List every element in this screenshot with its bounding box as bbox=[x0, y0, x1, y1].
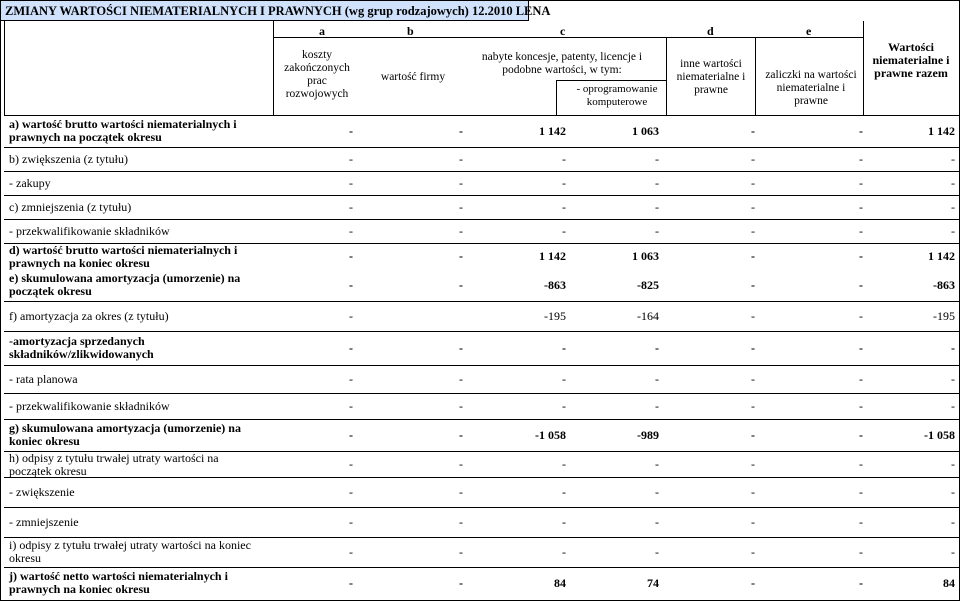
table-cell: - bbox=[951, 399, 955, 413]
table-cell: - bbox=[459, 124, 463, 138]
row-label: i) odpisy z tytułu trwałej utraty wartości na koniec okresu bbox=[9, 538, 251, 565]
table-cell: - bbox=[951, 152, 955, 166]
table-cell: - bbox=[951, 372, 955, 386]
table-cell: - bbox=[349, 457, 353, 471]
table-cell: - bbox=[751, 428, 755, 442]
row-label: d) wartość brutto wartości niematerialnych i prawnych na koniec okresu bbox=[9, 243, 238, 270]
table-cell: - bbox=[349, 399, 353, 413]
table-cell: - bbox=[859, 309, 863, 323]
table-cell: - bbox=[951, 176, 955, 190]
table-cell: - bbox=[349, 124, 353, 138]
table-cell: - bbox=[349, 515, 353, 529]
table-cell: - bbox=[349, 372, 353, 386]
table-cell: 1 142 bbox=[539, 249, 566, 263]
table-cell: - bbox=[459, 249, 463, 263]
table-cell: - bbox=[349, 200, 353, 214]
table-cell: - bbox=[859, 485, 863, 499]
table-cell: 84 bbox=[554, 576, 566, 590]
table-cell: - bbox=[459, 576, 463, 590]
table-cell: - bbox=[349, 224, 353, 238]
row-label: - zwiększenie bbox=[9, 484, 75, 499]
table-cell: - bbox=[655, 515, 659, 529]
row-label: j) wartość netto wartości niematerialnych i prawnych na koniec okresu bbox=[9, 569, 228, 596]
table-cell: - bbox=[349, 278, 353, 292]
table-cell: - bbox=[751, 249, 755, 263]
row-label: g) skumulowana amortyzacja (umorzenie) na koniec okresu bbox=[9, 421, 241, 448]
table-cell: - bbox=[751, 341, 755, 355]
table-cell: - bbox=[859, 576, 863, 590]
table-cell: - bbox=[951, 200, 955, 214]
table-cell: - bbox=[655, 152, 659, 166]
header-inne: inne wartości niematerialne i prawne bbox=[676, 58, 746, 96]
table-cell: - bbox=[459, 224, 463, 238]
table-cell: - bbox=[349, 545, 353, 559]
table-cell: - bbox=[859, 176, 863, 190]
header-oprogramowanie: - oprogramowanie komputerowe bbox=[576, 83, 658, 108]
header-nabyte: nabyte koncesje, patenty, licencje i podobne wartości, w tym: bbox=[481, 51, 643, 76]
table-cell: -195 bbox=[544, 309, 566, 323]
table-cell: - bbox=[655, 399, 659, 413]
table-cell: -1 058 bbox=[924, 428, 955, 442]
table-cell: - bbox=[951, 457, 955, 471]
table-cell: - bbox=[751, 457, 755, 471]
table-cell: - bbox=[562, 485, 566, 499]
table-cell: - bbox=[751, 176, 755, 190]
table-cell: -989 bbox=[637, 428, 659, 442]
table-cell: - bbox=[349, 485, 353, 499]
table-cell: - bbox=[562, 200, 566, 214]
table-cell: - bbox=[562, 372, 566, 386]
table-cell: - bbox=[655, 545, 659, 559]
table-cell: - bbox=[859, 200, 863, 214]
row-label: f) amortyzacja za okres (z tytułu) bbox=[9, 308, 169, 323]
table-cell: - bbox=[459, 399, 463, 413]
row-label: e) skumulowana amortyzacja (umorzenie) na początek okresu bbox=[9, 271, 241, 298]
header-zaliczki: zaliczki na wartości niematerialne i prawne bbox=[765, 69, 857, 107]
table-cell: - bbox=[859, 428, 863, 442]
table-cell: 1 063 bbox=[632, 124, 659, 138]
table-cell: - bbox=[951, 341, 955, 355]
table-cell: - bbox=[655, 176, 659, 190]
table-cell: -1 058 bbox=[535, 428, 566, 442]
row-label: - przekwalifikowanie składników bbox=[9, 398, 170, 413]
table-cell: - bbox=[751, 278, 755, 292]
row-label: - przekwalifikowanie składników bbox=[9, 223, 170, 238]
table-cell: -825 bbox=[637, 278, 659, 292]
table-cell: - bbox=[751, 200, 755, 214]
row-label: -amortyzacja sprzedanych składników/zlikwidowanych bbox=[9, 334, 154, 361]
table-cell: - bbox=[349, 309, 353, 323]
table-cell: - bbox=[349, 152, 353, 166]
table-cell: - bbox=[562, 341, 566, 355]
table-cell: - bbox=[751, 485, 755, 499]
column-letter-a: a bbox=[319, 24, 325, 38]
table-cell: - bbox=[349, 576, 353, 590]
table-cell: -195 bbox=[933, 309, 955, 323]
table-cell: - bbox=[459, 152, 463, 166]
table-cell: - bbox=[349, 249, 353, 263]
table-cell: - bbox=[459, 545, 463, 559]
table-cell: - bbox=[751, 399, 755, 413]
table-cell: - bbox=[349, 176, 353, 190]
table-cell: - bbox=[459, 341, 463, 355]
table-cell: - bbox=[562, 515, 566, 529]
row-label: - rata planowa bbox=[9, 371, 78, 386]
table-cell: - bbox=[859, 152, 863, 166]
table-cell: - bbox=[751, 515, 755, 529]
row-label: c) zmniejszenia (z tytułu) bbox=[9, 199, 132, 214]
table-cell: - bbox=[562, 457, 566, 471]
table-cell: - bbox=[751, 309, 755, 323]
table-cell: - bbox=[751, 576, 755, 590]
table-cell: 1 142 bbox=[928, 249, 955, 263]
table-cell: - bbox=[859, 249, 863, 263]
table-cell: - bbox=[951, 515, 955, 529]
table-cell: - bbox=[459, 457, 463, 471]
row-label: - zmniejszenie bbox=[9, 514, 79, 529]
table-cell: - bbox=[859, 124, 863, 138]
row-label: a) wartość brutto wartości niematerialnych i prawnych na początek okresu bbox=[9, 117, 237, 144]
table-cell: - bbox=[859, 399, 863, 413]
table-cell: - bbox=[459, 372, 463, 386]
column-letter-e: e bbox=[806, 24, 812, 38]
table-cell: - bbox=[751, 545, 755, 559]
table-cell: - bbox=[459, 485, 463, 499]
table-cell: - bbox=[859, 545, 863, 559]
table-cell: - bbox=[459, 428, 463, 442]
table-cell: - bbox=[859, 372, 863, 386]
header-razem: Wartości niematerialne i prawne razem bbox=[872, 40, 950, 80]
table-cell: - bbox=[859, 457, 863, 471]
table-cell: - bbox=[951, 545, 955, 559]
table-cell: - bbox=[751, 224, 755, 238]
table-cell: - bbox=[655, 457, 659, 471]
table-cell: - bbox=[349, 428, 353, 442]
table-cell: - bbox=[562, 224, 566, 238]
table-cell: 1 142 bbox=[928, 124, 955, 138]
table-cell: - bbox=[655, 200, 659, 214]
table-cell: - bbox=[751, 124, 755, 138]
table-cell: 1 142 bbox=[539, 124, 566, 138]
table-cell: - bbox=[562, 545, 566, 559]
row-label: h) odpisy z tytułu trwałej utraty wartości na początek okresu bbox=[9, 451, 219, 478]
table-cell: - bbox=[655, 224, 659, 238]
table-cell: - bbox=[459, 200, 463, 214]
table-title: ZMIANY WARTOŚCI NIEMATERIALNYCH I PRAWNYCH (wg grup rodzajowych) 12.2010 LENA bbox=[1, 1, 529, 21]
table-cell: - bbox=[459, 515, 463, 529]
table-cell: 74 bbox=[647, 576, 659, 590]
table-cell: - bbox=[655, 341, 659, 355]
table-cell: -164 bbox=[637, 309, 659, 323]
header-wartosc-firmy: wartość firmy bbox=[380, 71, 446, 83]
row-label: - zakupy bbox=[9, 175, 51, 190]
table-cell: - bbox=[859, 515, 863, 529]
table-cell: - bbox=[562, 152, 566, 166]
table-cell: - bbox=[951, 224, 955, 238]
table-cell: - bbox=[655, 372, 659, 386]
table-cell: - bbox=[751, 372, 755, 386]
table-cell: - bbox=[951, 485, 955, 499]
table-cell: - bbox=[859, 278, 863, 292]
column-letter-c: c bbox=[560, 24, 566, 38]
table-cell: - bbox=[859, 224, 863, 238]
table-cell: - bbox=[562, 399, 566, 413]
table-cell: - bbox=[562, 176, 566, 190]
table-cell: 1 063 bbox=[632, 249, 659, 263]
table-cell: - bbox=[349, 341, 353, 355]
table-cell: - bbox=[459, 278, 463, 292]
table-cell: - bbox=[655, 485, 659, 499]
column-letter-d: d bbox=[707, 24, 714, 38]
table-cell: -863 bbox=[544, 278, 566, 292]
row-label: b) zwiększenia (z tytułu) bbox=[9, 151, 128, 166]
table-cell: 84 bbox=[943, 576, 955, 590]
column-letter-b: b bbox=[407, 24, 414, 38]
table-cell: -863 bbox=[933, 278, 955, 292]
table-cell: - bbox=[859, 341, 863, 355]
table-cell: - bbox=[751, 152, 755, 166]
table-cell: - bbox=[459, 176, 463, 190]
header-koszty: koszty zakończonych prac rozwojowych bbox=[284, 49, 350, 100]
